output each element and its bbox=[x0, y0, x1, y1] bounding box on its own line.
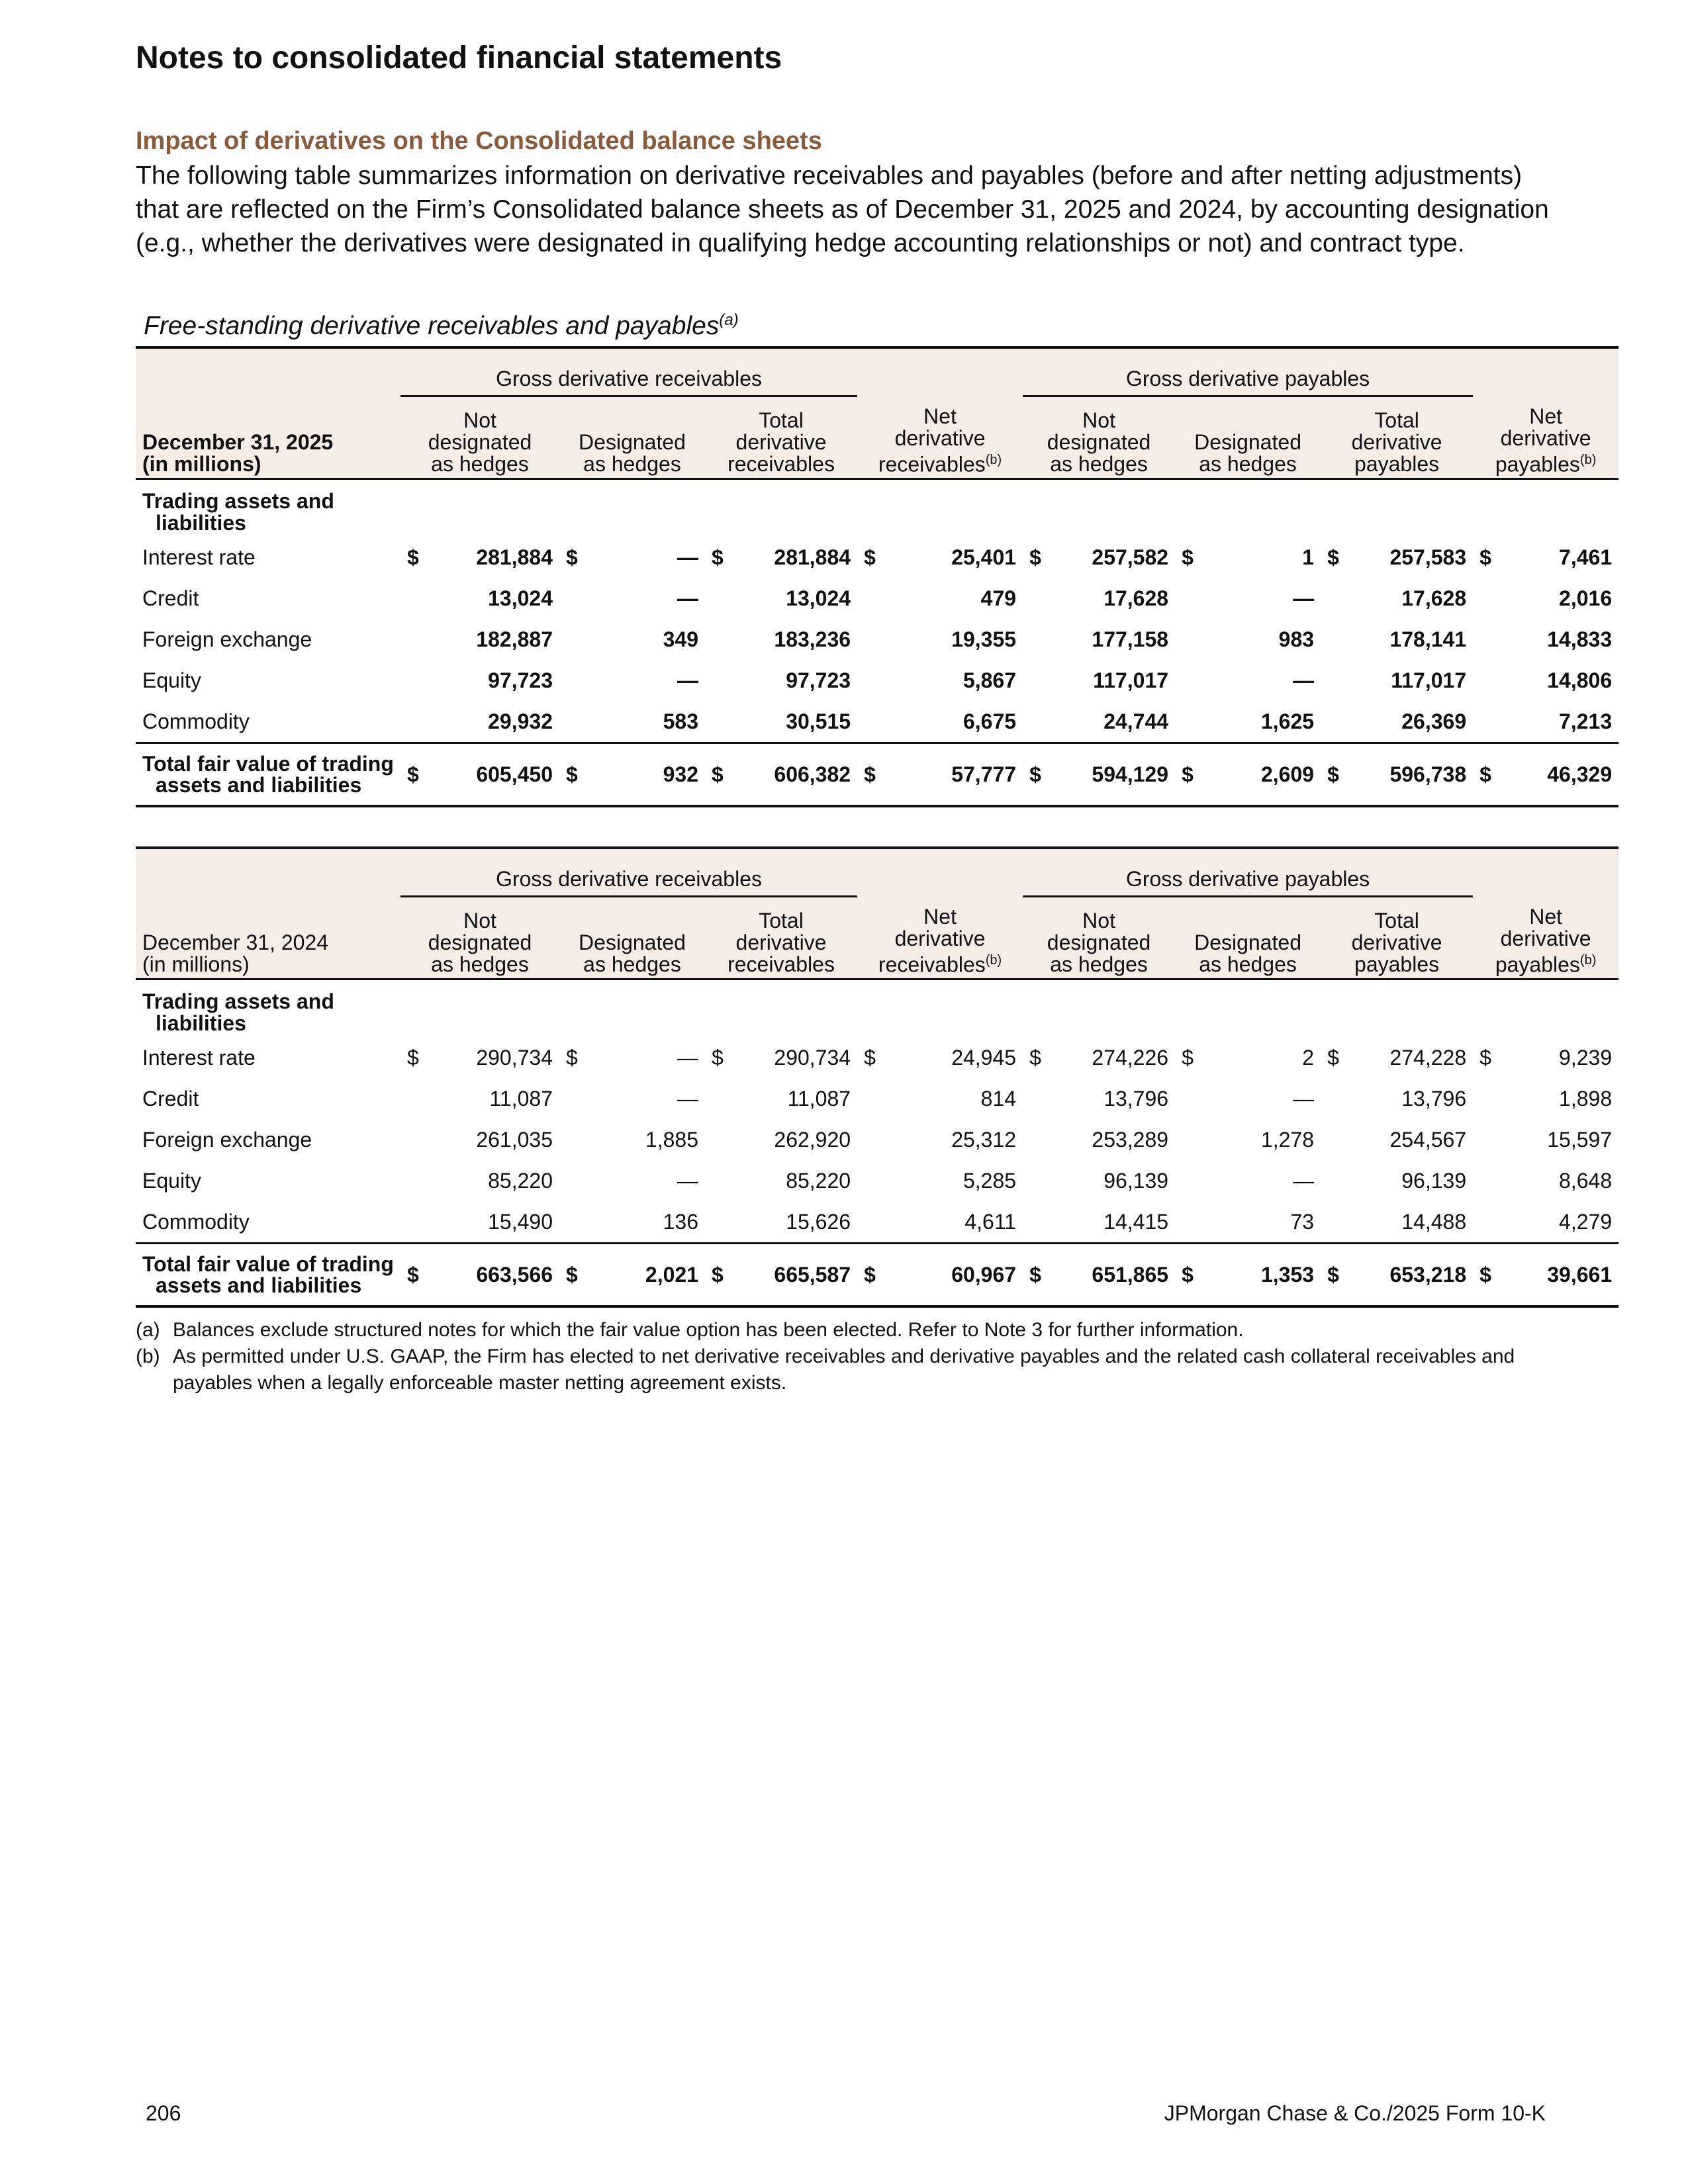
cell-value: 5,867 bbox=[962, 668, 1017, 692]
table-row bbox=[136, 1119, 1618, 1160]
cell-value: 1,278 bbox=[1260, 1127, 1315, 1152]
cell-value: 96,139 bbox=[1401, 1168, 1467, 1193]
cell-value: 253,289 bbox=[1092, 1127, 1169, 1152]
row-label: Equity bbox=[142, 668, 201, 692]
cell-value: 13,024 bbox=[786, 586, 851, 610]
currency-symbol bbox=[559, 701, 579, 743]
currency-symbol bbox=[1473, 1119, 1493, 1160]
cell-value: 24,945 bbox=[951, 1045, 1017, 1069]
currency-symbol bbox=[559, 1078, 579, 1119]
currency-symbol bbox=[705, 1160, 725, 1201]
col-not-designated-payables: Not designated as hedges bbox=[1023, 897, 1175, 979]
currency-symbol: $ bbox=[407, 1045, 419, 1069]
cell-value: 11,087 bbox=[787, 1086, 851, 1111]
currency-symbol bbox=[400, 1078, 420, 1119]
section-trading-assets: Trading assets and liabilities bbox=[142, 989, 334, 1036]
total-value: 605,450 bbox=[420, 743, 559, 807]
col-designated-payables: Designated as hedges bbox=[1175, 897, 1321, 979]
currency-symbol bbox=[705, 1201, 725, 1244]
cell-value: 479 bbox=[980, 586, 1017, 610]
col-designated-receivables: Designated as hedges bbox=[559, 897, 705, 979]
cell-value: 814 bbox=[980, 1086, 1017, 1111]
cell-value: — bbox=[1293, 1086, 1315, 1111]
currency-symbol bbox=[400, 1160, 420, 1201]
currency-symbol bbox=[559, 578, 579, 619]
cell-value: 13,024 bbox=[488, 586, 553, 610]
currency-symbol bbox=[705, 578, 725, 619]
currency-symbol: $ bbox=[407, 545, 419, 569]
currency-symbol bbox=[559, 619, 579, 660]
col-not-designated-receivables: Not designated as hedges bbox=[400, 897, 559, 979]
cell-value: 1,625 bbox=[1195, 701, 1321, 743]
cell-value: 25,312 bbox=[951, 1127, 1017, 1152]
cell-value: 178,141 bbox=[1389, 627, 1467, 651]
currency-symbol bbox=[1321, 1201, 1340, 1244]
table-row bbox=[136, 1037, 1618, 1078]
currency-symbol: $ bbox=[1321, 1244, 1340, 1307]
table-row bbox=[136, 660, 1618, 701]
currency-symbol: $ bbox=[400, 1244, 420, 1307]
col-not-designated-receivables: Not designated as hedges bbox=[400, 396, 559, 479]
currency-symbol bbox=[857, 701, 877, 743]
cell-value: 73 bbox=[1195, 1201, 1321, 1244]
currency-symbol: $ bbox=[1023, 1244, 1043, 1307]
currency-symbol bbox=[400, 660, 420, 701]
cell-value: — bbox=[677, 545, 698, 569]
cell-value: — bbox=[1293, 586, 1315, 610]
currency-symbol bbox=[1175, 660, 1195, 701]
cell-value: 19,355 bbox=[951, 627, 1017, 651]
cell-value: 25,401 bbox=[951, 545, 1017, 569]
cell-value: 6,675 bbox=[877, 701, 1023, 743]
page-footer: JPMorgan Chase & Co./2025 Form 10-K bbox=[1164, 2101, 1546, 2125]
currency-symbol bbox=[1023, 701, 1043, 743]
cell-value: — bbox=[677, 1168, 698, 1193]
cell-value: 290,734 bbox=[476, 1045, 553, 1069]
currency-symbol: $ bbox=[712, 545, 724, 569]
currency-symbol bbox=[559, 1201, 579, 1244]
footnote-b: (b) As permitted under U.S. GAAP, the Firm has elected to net derivative receivables and derivative payables and the related cash collateral receivables and payables when a legally enforceable master netting agreement exists. bbox=[136, 1345, 1515, 1394]
row-label: Equity bbox=[142, 1168, 201, 1193]
cell-value: 97,723 bbox=[786, 668, 851, 692]
currency-symbol: $ bbox=[1327, 545, 1339, 569]
cell-value: 13,796 bbox=[1401, 1086, 1467, 1111]
currency-symbol bbox=[1023, 578, 1043, 619]
row-label: Interest rate bbox=[142, 1045, 256, 1069]
table-caption: Free-standing derivative receivables and payables$^{(a)}$ bbox=[144, 311, 739, 340]
total-value: 60,967 bbox=[877, 1244, 1023, 1307]
currency-symbol: $ bbox=[1327, 1045, 1339, 1069]
currency-symbol bbox=[1023, 1119, 1043, 1160]
derivatives-table-2025 bbox=[136, 346, 1618, 807]
cell-value: 14,488 bbox=[1340, 1201, 1473, 1244]
cell-value: 1 bbox=[1302, 545, 1315, 569]
currency-symbol bbox=[705, 701, 725, 743]
currency-symbol: $ bbox=[1182, 1045, 1194, 1069]
currency-symbol bbox=[1321, 701, 1340, 743]
currency-symbol bbox=[559, 660, 579, 701]
currency-symbol bbox=[1321, 660, 1340, 701]
currency-symbol bbox=[1321, 619, 1340, 660]
col-net-receivables: Net derivative receivables$^{(b)}$ bbox=[857, 897, 1023, 979]
currency-symbol: $ bbox=[1321, 743, 1340, 807]
currency-symbol bbox=[1473, 701, 1493, 743]
total-value: 2,609 bbox=[1195, 743, 1321, 807]
currency-symbol bbox=[1023, 1160, 1043, 1201]
page-title: Notes to consolidated financial statements bbox=[136, 40, 782, 75]
currency-symbol bbox=[400, 619, 420, 660]
cell-value: 117,017 bbox=[1391, 668, 1467, 692]
currency-symbol bbox=[1321, 1160, 1340, 1201]
table-row bbox=[136, 1201, 1618, 1244]
cell-value: 257,582 bbox=[1092, 545, 1169, 569]
cell-value: 24,744 bbox=[1043, 701, 1175, 743]
currency-symbol bbox=[400, 578, 420, 619]
currency-symbol: $ bbox=[559, 1244, 579, 1307]
section-heading: Impact of derivatives on the Consolidated balance sheets bbox=[136, 127, 822, 155]
cell-value: 4,279 bbox=[1493, 1201, 1618, 1244]
currency-symbol bbox=[559, 1119, 579, 1160]
row-label: Interest rate bbox=[142, 545, 256, 569]
row-label: Foreign exchange bbox=[142, 1127, 312, 1152]
cell-value: 17,628 bbox=[1401, 586, 1467, 610]
footnote-a: (a) Balances exclude structured notes for which the fair value option has been elected. Refer to Note 3 for further information. bbox=[136, 1319, 1244, 1341]
total-value: 663,566 bbox=[420, 1244, 559, 1307]
currency-symbol bbox=[857, 578, 877, 619]
row-label: Credit bbox=[142, 1086, 199, 1111]
currency-symbol bbox=[705, 660, 725, 701]
currency-symbol: $ bbox=[1182, 545, 1194, 569]
currency-symbol: $ bbox=[566, 1045, 578, 1069]
col-net-payables: Net derivative payables$^{(b)}$ bbox=[1473, 897, 1618, 979]
cell-value: 2 bbox=[1302, 1045, 1315, 1069]
currency-symbol bbox=[1321, 578, 1340, 619]
currency-symbol: $ bbox=[1175, 1244, 1195, 1307]
row-label: Commodity bbox=[136, 701, 400, 743]
cell-value: — bbox=[1293, 1168, 1315, 1193]
cell-value: 26,369 bbox=[1340, 701, 1473, 743]
currency-symbol bbox=[1023, 1078, 1043, 1119]
cell-value: — bbox=[677, 1045, 698, 1069]
currency-symbol: $ bbox=[400, 743, 420, 807]
intro-paragraph: The following table summarizes information on derivative receivables and payables (before and after netting adjustments) that are reflected on the Firm’s Consolidated balance sheets as of December 31, 2025 and 2024, by accounting designation (e.g., whether the derivatives were designated in qualifying hedge accounting relationships or not) and contract type. bbox=[136, 161, 1549, 257]
currency-symbol bbox=[1023, 1201, 1043, 1244]
table-caption-note: (a) bbox=[719, 311, 739, 329]
currency-symbol bbox=[705, 1078, 725, 1119]
total-value: 46,329 bbox=[1493, 743, 1618, 807]
currency-symbol bbox=[705, 1119, 725, 1160]
col-not-designated-payables: Not designated as hedges bbox=[1023, 396, 1175, 479]
table-row bbox=[136, 537, 1618, 578]
cell-value: 4,611 bbox=[877, 1201, 1023, 1244]
currency-symbol: $ bbox=[857, 1244, 877, 1307]
total-value: 594,129 bbox=[1043, 743, 1175, 807]
group-gross-receivables: Gross derivative receivables bbox=[400, 848, 857, 897]
row-label: Foreign exchange bbox=[142, 627, 312, 651]
currency-symbol: $ bbox=[1479, 1045, 1491, 1069]
cell-value: 290,734 bbox=[774, 1045, 851, 1069]
currency-symbol bbox=[1175, 1078, 1195, 1119]
cell-value: 13,796 bbox=[1103, 1086, 1169, 1111]
col-net-receivables: Net derivative receivables$^{(b)}$ bbox=[857, 396, 1023, 479]
total-row bbox=[136, 743, 1618, 807]
row-label: Commodity bbox=[136, 1201, 400, 1244]
cell-value: 183,236 bbox=[774, 627, 851, 651]
total-value: 39,661 bbox=[1493, 1244, 1618, 1307]
currency-symbol bbox=[857, 1160, 877, 1201]
section-trading-assets: Trading assets and liabilities bbox=[142, 489, 334, 535]
currency-symbol: $ bbox=[864, 545, 876, 569]
currency-symbol: $ bbox=[857, 743, 877, 807]
currency-symbol bbox=[1321, 1119, 1340, 1160]
currency-symbol bbox=[1175, 1160, 1195, 1201]
cell-value: 281,884 bbox=[476, 545, 553, 569]
total-value: 2,021 bbox=[579, 1244, 705, 1307]
cell-value: 97,723 bbox=[488, 668, 553, 692]
total-label: Total fair value of trading assets and liabilities bbox=[136, 1244, 400, 1307]
cell-value: 349 bbox=[663, 627, 698, 651]
table-row bbox=[136, 578, 1618, 619]
total-value: 653,218 bbox=[1340, 1244, 1473, 1307]
group-gross-receivables: Gross derivative receivables bbox=[400, 347, 857, 396]
footnotes bbox=[136, 1317, 1552, 1396]
total-value: 665,587 bbox=[725, 1244, 857, 1307]
table-row bbox=[136, 619, 1618, 660]
cell-value: 14,806 bbox=[1547, 668, 1613, 692]
total-label: Total fair value of trading assets and liabilities bbox=[136, 743, 400, 807]
col-designated-payables: Designated as hedges bbox=[1175, 396, 1321, 479]
cell-value: 2,016 bbox=[1559, 586, 1613, 610]
table-date-label: December 31, 2025 (in millions) bbox=[136, 396, 400, 479]
currency-symbol: $ bbox=[1479, 545, 1491, 569]
cell-value: 983 bbox=[1278, 627, 1315, 651]
currency-symbol bbox=[1175, 619, 1195, 660]
cell-value: 7,461 bbox=[1559, 545, 1613, 569]
currency-symbol bbox=[400, 701, 420, 743]
total-value: 932 bbox=[579, 743, 705, 807]
currency-symbol bbox=[857, 1078, 877, 1119]
currency-symbol bbox=[559, 1160, 579, 1201]
table-row bbox=[136, 701, 1618, 743]
cell-value: 1,885 bbox=[645, 1127, 698, 1152]
total-value: 596,738 bbox=[1340, 743, 1473, 807]
cell-value: 257,583 bbox=[1389, 545, 1467, 569]
cell-value: 9,239 bbox=[1559, 1045, 1613, 1069]
cell-value: 11,087 bbox=[489, 1086, 553, 1111]
currency-symbol bbox=[1473, 660, 1493, 701]
currency-symbol: $ bbox=[1029, 1045, 1041, 1069]
currency-symbol bbox=[1473, 578, 1493, 619]
table-date-label: December 31, 2024 (in millions) bbox=[136, 897, 400, 979]
currency-symbol: $ bbox=[1473, 1244, 1493, 1307]
currency-symbol: $ bbox=[1175, 743, 1195, 807]
cell-value: 1,898 bbox=[1559, 1086, 1613, 1111]
cell-value: 117,017 bbox=[1093, 668, 1169, 692]
currency-symbol: $ bbox=[566, 545, 578, 569]
cell-value: 85,220 bbox=[786, 1168, 851, 1193]
currency-symbol: $ bbox=[1023, 743, 1043, 807]
col-total-payables: Total derivative payables bbox=[1321, 396, 1473, 479]
group-gross-payables: Gross derivative payables bbox=[1023, 848, 1473, 897]
cell-value: 85,220 bbox=[488, 1168, 553, 1193]
currency-symbol bbox=[1473, 619, 1493, 660]
cell-value: 274,228 bbox=[1389, 1045, 1467, 1069]
currency-symbol: $ bbox=[864, 1045, 876, 1069]
cell-value: — bbox=[677, 586, 698, 610]
cell-value: — bbox=[677, 1086, 698, 1111]
currency-symbol bbox=[400, 1119, 420, 1160]
currency-symbol bbox=[1175, 1201, 1195, 1244]
currency-symbol bbox=[1023, 619, 1043, 660]
cell-value: 5,285 bbox=[962, 1168, 1017, 1193]
currency-symbol bbox=[1175, 578, 1195, 619]
currency-symbol: $ bbox=[559, 743, 579, 807]
col-total-receivables: Total derivative receivables bbox=[705, 396, 857, 479]
cell-value: 182,887 bbox=[476, 627, 553, 651]
currency-symbol bbox=[1175, 701, 1195, 743]
cell-value: 261,035 bbox=[476, 1127, 553, 1152]
row-label: Credit bbox=[142, 586, 199, 610]
cell-value: 17,628 bbox=[1103, 586, 1169, 610]
derivatives-table-2024 bbox=[136, 846, 1618, 1308]
cell-value: 136 bbox=[579, 1201, 705, 1244]
currency-symbol bbox=[1473, 1160, 1493, 1201]
currency-symbol bbox=[857, 1201, 877, 1244]
group-gross-payables: Gross derivative payables bbox=[1023, 347, 1473, 396]
cell-value: 8,648 bbox=[1559, 1168, 1613, 1193]
cell-value: 15,626 bbox=[725, 1201, 857, 1244]
total-value: 606,382 bbox=[725, 743, 857, 807]
currency-symbol bbox=[857, 660, 877, 701]
currency-symbol bbox=[400, 1201, 420, 1244]
currency-symbol bbox=[1321, 1078, 1340, 1119]
page-number: 206 bbox=[146, 2101, 181, 2125]
currency-symbol: $ bbox=[705, 743, 725, 807]
currency-symbol: $ bbox=[1029, 545, 1041, 569]
cell-value: 281,884 bbox=[774, 545, 851, 569]
cell-value: 14,833 bbox=[1547, 627, 1613, 651]
currency-symbol: $ bbox=[712, 1045, 724, 1069]
cell-value: 30,515 bbox=[725, 701, 857, 743]
cell-value: 274,226 bbox=[1092, 1045, 1169, 1069]
cell-value: 262,920 bbox=[774, 1127, 851, 1152]
cell-value: 177,158 bbox=[1092, 627, 1169, 651]
currency-symbol bbox=[857, 1119, 877, 1160]
currency-symbol bbox=[705, 619, 725, 660]
cell-value: 15,597 bbox=[1547, 1127, 1613, 1152]
currency-symbol bbox=[1175, 1119, 1195, 1160]
cell-value: 254,567 bbox=[1389, 1127, 1467, 1152]
currency-symbol bbox=[1023, 660, 1043, 701]
table-row bbox=[136, 1078, 1618, 1119]
col-total-receivables: Total derivative receivables bbox=[705, 897, 857, 979]
total-value: 1,353 bbox=[1195, 1244, 1321, 1307]
total-row bbox=[136, 1244, 1618, 1307]
cell-value: 14,415 bbox=[1043, 1201, 1175, 1244]
cell-value: 15,490 bbox=[420, 1201, 559, 1244]
cell-value: 29,932 bbox=[420, 701, 559, 743]
currency-symbol bbox=[1473, 1201, 1493, 1244]
cell-value: 7,213 bbox=[1493, 701, 1618, 743]
currency-symbol: $ bbox=[1473, 743, 1493, 807]
currency-symbol bbox=[857, 619, 877, 660]
cell-value: — bbox=[1293, 668, 1315, 692]
table-row bbox=[136, 1160, 1618, 1201]
col-designated-receivables: Designated as hedges bbox=[559, 396, 705, 479]
cell-value: 583 bbox=[579, 701, 705, 743]
total-value: 57,777 bbox=[877, 743, 1023, 807]
currency-symbol bbox=[1473, 1078, 1493, 1119]
currency-symbol: $ bbox=[705, 1244, 725, 1307]
total-value: 651,865 bbox=[1043, 1244, 1175, 1307]
cell-value: 96,139 bbox=[1103, 1168, 1169, 1193]
col-total-payables: Total derivative payables bbox=[1321, 897, 1473, 979]
cell-value: — bbox=[677, 668, 698, 692]
col-net-payables: Net derivative payables$^{(b)}$ bbox=[1473, 396, 1618, 479]
